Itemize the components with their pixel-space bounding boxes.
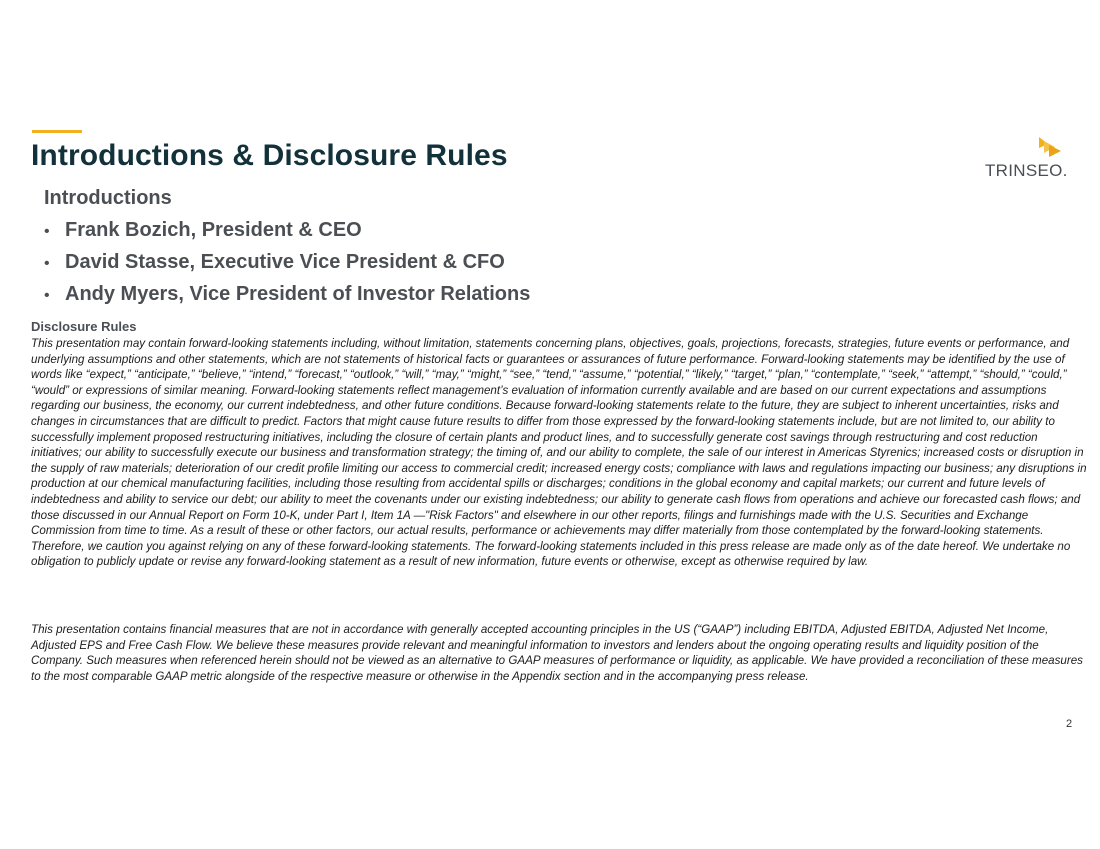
list-item	[44, 217, 530, 249]
bullet-icon: •	[44, 223, 50, 240]
introductions-list	[44, 217, 530, 313]
title-accent-bar	[32, 130, 82, 133]
person-name: Andy Myers, Vice President of Investor Relations	[65, 283, 531, 305]
person-name: Frank Bozich, President & CEO	[65, 219, 362, 241]
introductions-heading: Introductions	[44, 187, 172, 209]
non-gaap-measures-paragraph: This presentation contains financial measures that are not in accordance with generally accepted accounting principles in the US (“GAAP”) including EBITDA, Adjusted EBITDA, Adjusted Net Income, Adjusted EPS and Free Cash Flow. We believe these measures provide relevant and meaningful information to investors and lenders about the ongoing operating results and liquidity position of the Company. Such measures when referenced herein should not be viewed as an alternative to GAAP measures of performance or liquidity, as applicable. We have provided a reconciliation of these measures to the most comparable GAAP metric alongside of the respective measure or otherwise in the Appendix section and in the accompanying press release.	[31, 623, 1083, 683]
page-title: Introductions & Disclosure Rules	[31, 139, 508, 172]
forward-looking-statement-paragraph: This presentation may contain forward-looking statements including, without limitation, statements concerning plans, objectives, goals, projections, forecasts, strategies, future events or performance, and underlying assumptions and other statements, which are not statements of historical facts or guarantees or assurances of future performance. Forward-looking statements may be identified by the use of words like “expect,” “anticipate,” “believe,” “intend,” “forecast,” “outlook,” “will,” “may,” “might,” “see,” “tend,” “assume,” “potential,” “likely,” “target,” “plan,” “contemplate,” “seek,” “attempt,” “should,” “could,” “would” or expressions of similar meaning. Forward-looking statements reflect management’s evaluation of information currently available and are based on our current expectations and assumptions regarding our business, the economy, our current indebtedness, and other future conditions. Because forward-looking statements relate to the future, they are subject to inherent uncertainties, risks and changes in circumstances that are difficult to predict. Factors that might cause future results to differ from those expressed by the forward-looking statements include, but are not limited to, our ability to successfully implement proposed restructuring initiatives, including the closure of certain plants and product lines, and to successfully generate cost savings through restructuring and cost reduction initiatives; our ability to successfully execute our business and transformation strategy; the timing of, and our ability to complete, the sale of our interest in Americas Styrenics; increased costs or disruption in the supply of raw materials; deterioration of our credit profile limiting our access to commercial credit; increased energy costs; compliance with laws and regulations impacting our business; any disruptions in production at our chemical manufacturing facilities, including those resulting from accidental spills or discharges; conditions in the global economy and capital markets; our current and future levels of indebtedness and ability to service our debt; our ability to meet the covenants under our existing indebtedness; our ability to generate cash flows from operations and achieve our forecasted cash flows; and those discussed in our Annual Report on Form 10-K, under Part I, Item 1A —"Risk Factors" and elsewhere in our other reports, filings and furnishings made with the U.S. Securities and Exchange Commission from time to time. As a result of these or other factors, our actual results, performance or achievements may differ materially from those contemplated by the forward-looking statements. Therefore, we caution you against relying on any of these forward-looking statements. The forward-looking statements included in this press release are made only as of the date hereof. We undertake no obligation to publicly update or revise any forward-looking statement as a result of new information, future events or otherwise, except as otherwise required by law.	[31, 337, 1087, 569]
list-item	[44, 281, 530, 313]
company-logo	[985, 137, 1075, 182]
bullet-icon: •	[44, 255, 50, 272]
logo-wordmark: TRINSEO.	[985, 161, 1068, 180]
person-name: David Stasse, Executive Vice President & CFO	[65, 251, 505, 273]
bullet-icon: •	[44, 287, 50, 304]
trinseo-chevron-logo-icon	[1039, 137, 1061, 157]
list-item	[44, 249, 530, 281]
page-number: 2	[1066, 718, 1073, 730]
disclosure-heading: Disclosure Rules	[31, 319, 137, 334]
